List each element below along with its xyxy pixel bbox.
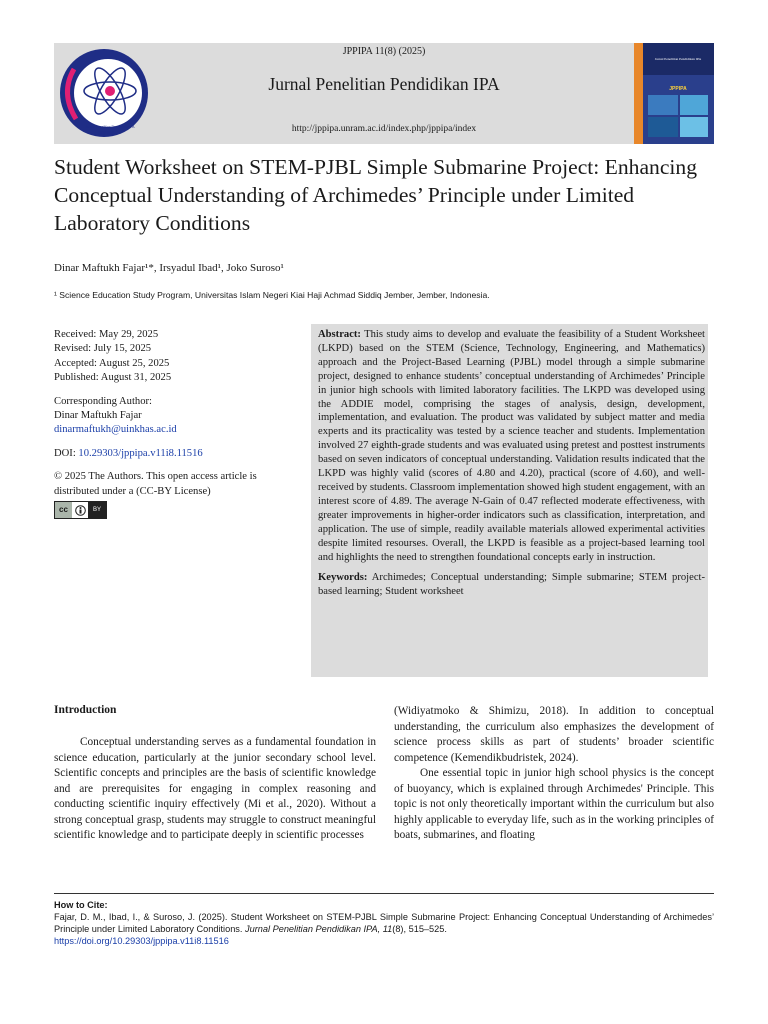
accepted-date: Accepted: August 25, 2025: [54, 357, 170, 369]
cite-text: Fajar, D. M., Ibad, I., & Suroso, J. (2025). Student Worksheet on STEM-PJBL Simple Submarine Project: Enhancing Conceptual Understanding of Archimedes’ Principle under Limited Laboratory Conditions. Jurnal Penelitian Pendidikan IPA, 11(8), 515–525.: [54, 912, 714, 934]
attribution-icon: [72, 502, 88, 518]
cite-doi-link[interactable]: https://doi.org/10.29303/jppipa.v11i8.11516: [54, 936, 229, 946]
how-to-cite: [54, 899, 714, 947]
doi-line: [54, 447, 299, 461]
body-column-left: [54, 735, 376, 844]
corresponding-author-label: Corresponding Author:: [54, 395, 152, 407]
corresponding-author-name: Dinar Maftukh Fajar: [54, 410, 142, 422]
introduction-heading: Introduction: [54, 704, 117, 716]
cc-icon: cc: [55, 502, 72, 518]
cite-journal: Jurnal Penelitian Pendidikan IPA, 11: [245, 924, 393, 934]
abstract-label: Abstract:: [318, 329, 361, 340]
article-title: Student Worksheet on STEM-PJBL Simple Submarine Project: Enhancing Conceptual Understanding of Archimedes’ Principle under Limited Laboratory Conditions: [54, 155, 698, 235]
doi-link[interactable]: 10.29303/jppipa.v11i8.11516: [78, 447, 203, 459]
logo-caption: Jurnal Penelitian Pendidikan IPA: [85, 125, 135, 129]
received-date: Received: May 29, 2025: [54, 329, 159, 340]
journal-name: Jurnal Penelitian Pendidikan IPA: [268, 74, 500, 94]
abstract-box: [311, 324, 708, 677]
paragraph: Conceptual understanding serves as a fundamental foundation in science education, particularly at the junior secondary school level. Scientific concepts and principles are the basis of scientific knowledge and are prerequisites for engaging in complex reasoning and conducting scientific inquiry effectively (Mi et al., 2020). Without a strong conceptual grasp, students may struggle to construct meaningful scientific knowledge and to participate deeply in scientific processes: [54, 736, 376, 841]
paragraph: (Widiyatmoko & Shimizu, 2018). In addition to conceptual understanding, the curriculum also emphasizes the development of science process skills as part of students’ broader scientific competence (Kemendikbudristek, 2024).: [394, 705, 714, 764]
paragraph: One essential topic in junior high school physics is the concept of buoyancy, which is explained through Archimedes' Principle. This topic is not only theoretically important within the curriculum but also highly applicable to everyday life, such as in the working principles of boats, submarines, and floating: [394, 767, 714, 841]
revised-date: Revised: July 15, 2025: [54, 343, 152, 355]
cover-title: Jurnal Penelitian Pendidikan IPA: [654, 57, 702, 61]
article-metadata: [54, 328, 299, 519]
corresponding-author-email[interactable]: dinarmaftukh@uinkhas.ac.id: [54, 424, 177, 436]
doi-label: DOI:: [54, 447, 79, 459]
journal-volume: JPPIPA 11(8) (2025): [342, 46, 426, 57]
body-column-right: [394, 704, 714, 844]
keywords-label: Keywords:: [318, 572, 368, 584]
footer-divider: [54, 893, 714, 894]
cover-label: JPPIPA: [669, 86, 687, 92]
journal-cover-image: [634, 43, 714, 144]
article-affiliation: ¹ Science Education Study Program, Universitas Islam Negeri Kiai Haji Achmad Siddiq Jember, Jember, Indonesia.: [54, 290, 490, 300]
keywords-text: Archimedes; Conceptual understanding; Simple submarine; STEM project-based learning; Student worksheet: [318, 572, 705, 598]
journal-header: [54, 43, 714, 144]
abstract: [318, 328, 705, 564]
keywords: [318, 571, 705, 599]
cite-label: How to Cite:: [54, 900, 108, 910]
article-authors: Dinar Maftukh Fajar¹*, Irsyadul Ibad¹, Joko Suroso¹: [54, 262, 284, 274]
cc-by-badge[interactable]: [54, 501, 107, 519]
abstract-text: This study aims to develop and evaluate the feasibility of a Student Worksheet (LKPD) based on the STEM (Science, Technology, Engineering, and Mathematics) approach and the Project-Based Learning (PJBL) model through a simple submarine project, designed to enhance students’ conceptual understanding of Archimedes’ Principle in junior high schools with limited laboratory facilities. The LKPD was developed using the ADDIE model, comprising the stages of analysis, design, development, implementation, and evaluation. The product was validated by subject matter and media experts and its practicality was tested by a science teacher and students. Implementation involved 27 eighth-grade students and was evaluated using pretest and posttest instruments based on seven indicators of conceptual understanding. Validation results indicated that the LKPD was highly valid (scores of 4.80 and 4.20), practical (score of 4.60), and well-received by students. Classroom implementation showed high student engagement, with an interest score of 4.89. The average N-Gain of 0.47 reflected moderate effectiveness, with greater improvements in higher-order indicators such as classification, interpretation, and application. The use of simple, readily available materials allowed experimental activities despite limited resourses. Overall, the LKPD is feasible as a project-based learning tool and highlights the need to strengthen foundational concepts early in instruction.: [318, 329, 705, 563]
journal-url[interactable]: http://jppipa.unram.ac.id/index.php/jppipa/index: [291, 124, 477, 134]
logo-text: JPPIPA: [97, 131, 115, 137]
license-text: © 2025 The Authors. This open access article is distributed under a (CC-BY License): [54, 471, 257, 497]
published-date: Published: August 31, 2025: [54, 372, 172, 384]
by-label: BY: [88, 502, 106, 518]
